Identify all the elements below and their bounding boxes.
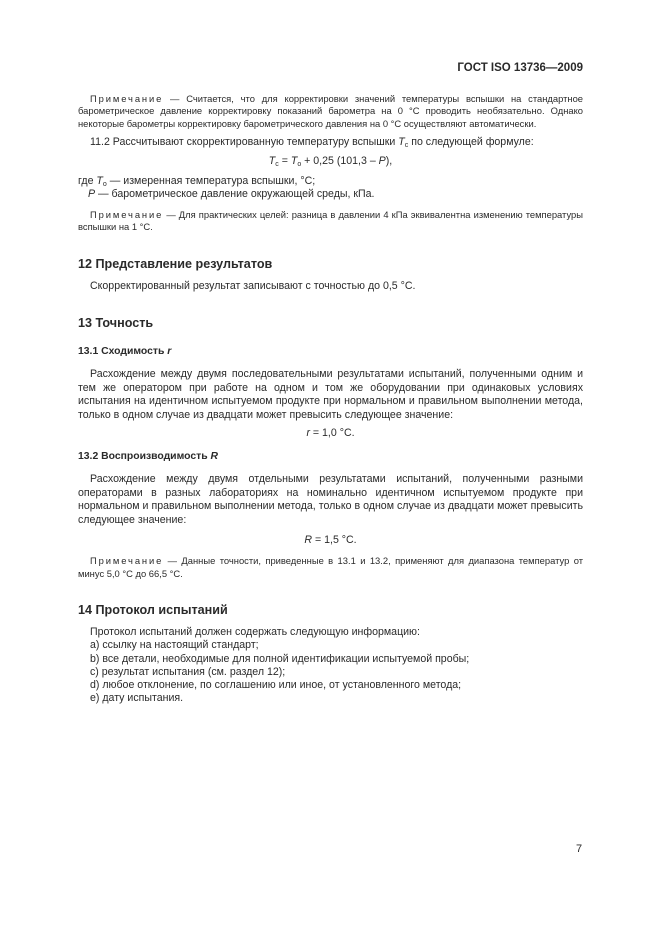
formula-t0: T [290,155,298,168]
list-item: а) ссылку на настоящий стандарт; [90,639,259,652]
legend-line-p [78,188,583,201]
section-12-title: 12 Представление результатов [78,256,273,271]
section-12-text: Скорректированный результат записывают с точностью до 0,5 °С. [90,279,416,292]
list-item: е) дату испытания. [90,692,184,705]
list-item: с) результат испытания (см. раздел 12); [90,665,286,678]
note-pressure [78,209,583,234]
legend-sym-sub: o [102,181,107,189]
symbol-sub: c [404,141,409,149]
report-items-list [78,639,583,705]
note-text: — Считается, что для корректировки значений температуры вспышки на стандартное барометрическое давление корректировку показаний барометра на 0 °С проводить необязательно. Однако некоторые барометры корректировку барометрического давления на 0 °С осуществляют автоматически. [78,93,583,129]
formula-reproducibility [78,534,583,548]
subsection-symbol: R [210,451,218,463]
formula-lhs-sub: c [275,161,279,169]
list-item: d) любое отклонение, по соглашению или иное, от установленного метода; [90,679,462,691]
note-precision [78,555,583,580]
clause-11-2 [78,136,583,150]
subsection-13-1-text: Расхождение между двумя последовательными результатами испытаний, полученными одним и тем же оператором при работе на одном и том же оборудовании при одинаковых условиях испытания на идентичном испытуемом продукте при нормальном и правильном выполнении метода, только в одном случае из двадцати может превысить следующее значение: [78,368,583,422]
note-tag: Примечание [90,209,164,221]
note-tag: Примечание [90,555,164,567]
subsection-title-text: 13.2 Воспроизводимость [78,451,211,463]
formula-p: P [378,155,386,168]
subsection-13-2-text: Расхождение между двумя отдельными результатами испытаний, полученными разными операторами в разных лабораториях на номинально идентичном испытуемом продукте при нормальном и правильном выполнении метода, только в одном случае из двадцати может превысить следующее значение: [78,473,583,527]
formula-eq: = [278,155,291,168]
subsection-title-text: 13.1 Сходимость [78,346,168,358]
note-text: — Для практических целей: разница в давлении 4 кПа эквивалентна изменению температуры вспышки на 1 °С. [78,209,583,233]
formula-corrected-temperature [78,155,583,169]
legend-prefix: где [78,175,97,188]
formula-lhs: T [268,155,276,168]
legend-text-p: — барометрическое давление окружающей среды, кПа. [95,188,375,201]
formula-middle: + 0,25 (101,3 – [301,155,379,168]
symbol-tc: T [398,135,405,148]
list-item: b) все детали, необходимые для полной идентификации испытуемой пробы; [90,652,470,665]
formula-val-R: = 1,5 °С. [312,533,357,546]
formula-val-r: = 1,0 °С. [309,426,355,439]
formula-repeatability [78,427,583,441]
formula-legend [78,175,583,201]
legend-text-t0: — измеренная температура вспышки, °С; [106,175,316,188]
page-content [78,93,583,705]
clause-text-end: по следующей формуле: [408,135,534,148]
subsection-13-1-title [78,345,583,358]
clause-text: 11.2 Рассчитывают скорректированную температуру вспышки [90,135,399,148]
note-text: — Данные точности, приведенные в 13.1 и 13.2, применяют для диапазона температур от минус 5,0 °С до 66,5 °С. [78,555,583,579]
legend-line-t0 [78,175,583,188]
formula-sym-r: r [306,426,310,439]
subsection-symbol: r [167,346,172,358]
formula-sym-R: R [304,533,313,546]
section-14-title: 14 Протокол испытаний [78,602,228,617]
note-barometer [78,93,583,130]
formula-t0-sub: o [297,161,302,169]
note-tag: Примечание [90,93,164,104]
legend-sym-p: P [88,188,96,201]
section-13-title: 13 Точность [78,316,154,331]
legend-sym-t: T [96,175,103,188]
subsection-13-2-title [78,450,583,463]
formula-end: ), [385,155,393,168]
section-14-intro: Протокол испытаний должен содержать следующую информацию: [90,625,420,638]
page-number: 7 [576,843,583,855]
standard-code: ГОСТ ISO 13736—2009 [457,62,583,74]
